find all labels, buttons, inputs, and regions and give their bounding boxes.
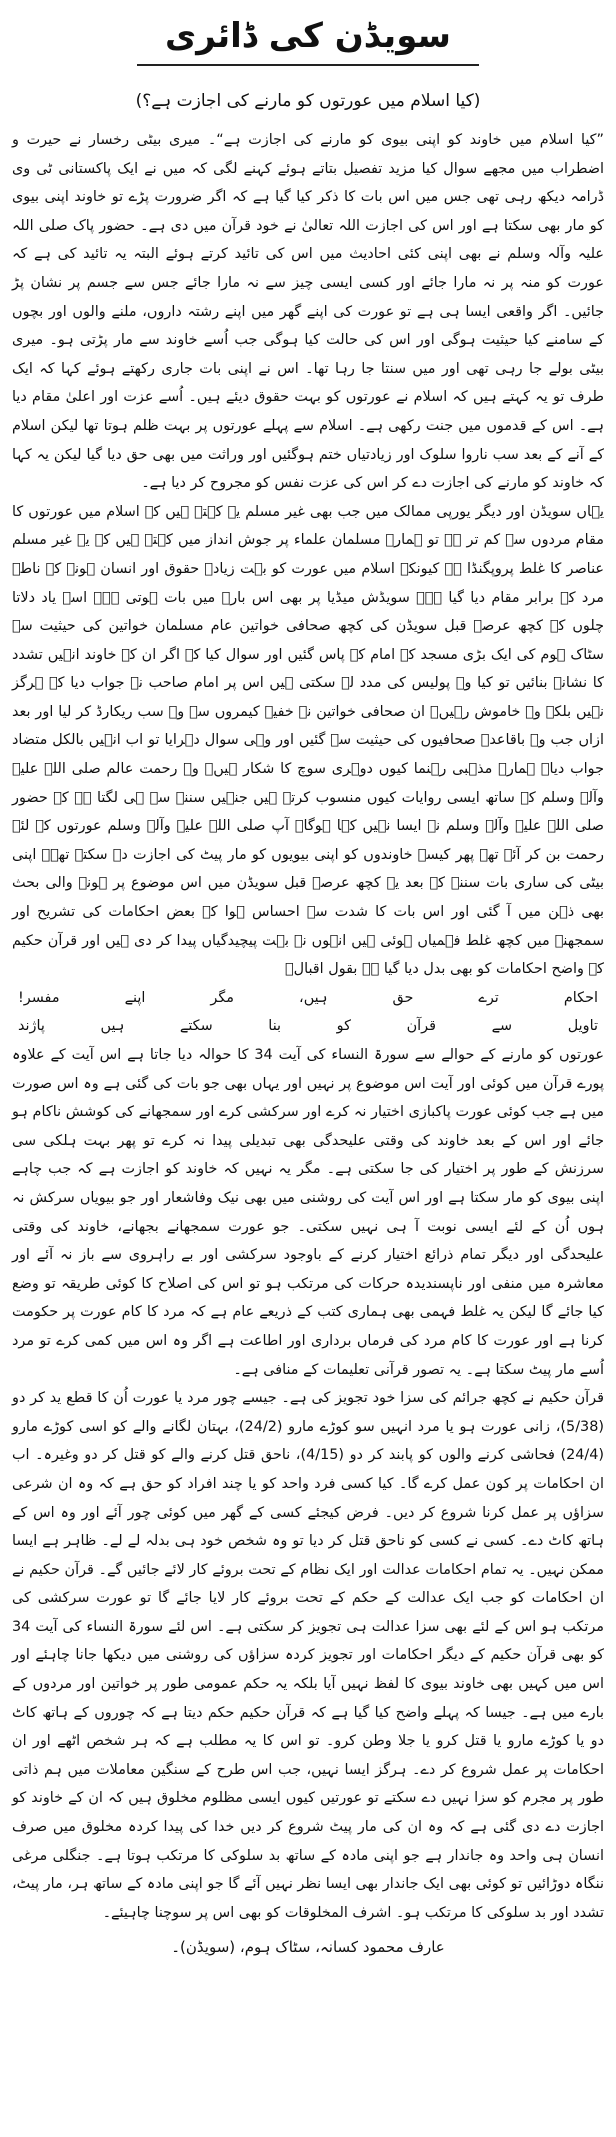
paragraph: قرآن حکیم نے کچھ جرائم کی سزا خود تجویز کی ہے۔ جیسے چور مرد یا عورت اُن کا قطع ید کر دو (5/38)، زانی عورت ہو یا مرد انہیں سو کوڑے مارو (24/2)، بہتان لگانے والے کو اسی کوڑے مارو (24/4) فحاشی کرنے والوں کو پابند کر دو (4/15)، ناحق قتل کرنے والے کو قتل کر دو وغیرہ۔ اب ان احکامات پر کون عمل کرے گا۔ کیا کسی فرد واحد کو یا چند افراد کو حق ہے کہ وہ ان شرعی سزاؤں پر عمل کرنا شروع کر دیں۔ فرض کیجئے کسی کے گھر میں کوئی چور آئے اور وہ اس کے ہاتھ کاٹ دے۔ کسی نے کسی کو ناحق قتل کر دیا تو وہ شخص خود ہی بدلہ لے لے۔ ظاہر ہے ایسا ممکن نہیں۔ یہ تمام احکامات عدالت اور ایک نظام کے تحت بروئے کار لائے جائیں گے۔ قرآن حکیم نے ان احکامات کو جب ایک عدالت کے حکم کے تحت بروئے کار لایا جائے گا تو عورت سرکشی کی مرتکب ہو اس کے لئے بھی سزا عدالت ہی تجویز کر سکتی ہے۔ اس لئے سورۃ النساء کی آیت 34 کو بھی قرآن حکیم کے دیگر احکامات اور تجویز کردہ سزاؤں کی روشنی میں دیکھا جانا چاہئے اور اس میں کہیں بھی خاوند بیوی کا لفظ نہیں آیا بلکہ یہ حکم عمومی طور پر خواتین اور مردوں کے بارے میں ہے۔ جیسا کہ پہلے واضح کیا گیا ہے کہ قرآن حکیم حکم دیتا ہے کہ چوروں کے ہاتھ کاٹ دو یا کوڑے مارو یا قتل کرو یا جلا وطن کرو۔ تو اس کا یہ مطلب ہے کہ ہر شخص اٹھے اور ان احکامات پر عمل شروع کر دے۔ ہرگز ایسا نہیں، جب اس طرح کے سنگین معاملات میں ہم ذاتی طور پر مجرم کو سزا نہیں دے سکتے تو عورتیں کیوں ایسی مظلوم مخلوق ہیں کہ ان کے خاوند کو اجازت دے دی گئی ہے کہ وہ ان کی مار پیٹ شروع کر دیں خدا کی پیدا کردہ مخلوق میں صرف انسان ہی واحد وہ جاندار ہے جو اپنی مادہ کے ساتھ بد سلوکی کا مرتکب ہوتا ہے۔ جنگلی مرغی ننگاہ دوڑائیں تو کوئی بھی ایک جاندار بھی ایسا نظر نہیں آئے گا جو اپنی مادہ کے ساتھ ہر، مار پیٹ، تشدد اور بد سلوکی کا مرتکب ہو۔ اشرف المخلوقات کو بھی اس پر سوچنا چاہیئے۔ [12, 1390, 605, 1921]
column-title: سویڈن کی ڈائری [137, 10, 479, 66]
article-body-continued [12, 1041, 604, 1927]
paragraph: یہاں سویڈن اور دیگر یورپی ممالک میں جب بھی غیر مسلم یہ کہتے ہیں کہ اسلام میں عورتوں کا مقام مردوں سے کم تر ہے تو ہمارے مسلمان علماء پر جوش انداز میں کہتے ہیں کہ یہ غیر مسلم عناصر کا غلط پروپگنڈا ہے کیونکہ اسلام میں عورت کو بہت زیادہ حقوق اور انسان ہونے کے ناطے مرد کے برابر مقام دیا گیا ہے۔ سویڈش میڈیا پر بھی اس بارے میں بات ہوتی ہے۔ اسے یاد دلاتا چلوں کہ کچھ عرصہ قبل سویڈن کی کچھ صحافی خواتین عام مسلمان خواتین کی حیثیت سے سٹاک ہوم کی ایک بڑی مسجد کے امام کے پاس گئیں اور سوال کیا کہ اگر ان کے خاوند انہیں تشدد کا نشانہ بنائیں تو کیا وہ پولیس کی مدد لے سکتی ہیں اس پر امام صاحب نے جواب دیا کہ ہرگز نہیں بلکہ وہ خاموش رہیں۔ ان صحافی خواتین نے خفیہ کیمروں سے وہ سب ریکارڈ کر لیا اور بعد ازاں جب وہ باقاعدہ صحافیوں کی حیثیت سے گئیں اور وہی سوال دہرایا تو اب انہیں بالکل متضاد جواب دیا۔ ہمارے مذہبی رہنما کیوں دوہری سوچ کا شکار ہیں۔ وہ رحمت عالم صلی اللہ علیہ وآلہ وسلم کے ساتھ ایسی روایات کیوں منسوب کرتے ہیں جنہیں سننے سے ہی لگتا ہے کہ حضور صلی اللہ علیہ وآلہ وسلم نے ایسا نہیں کہا ہوگا۔ آپ صلی اللہ علیہ وآلہ وسلم عورتوں کے لئے رحمت بن کر آئے تھے پھر کیسے خاوندوں کو اپنی بیویوں کو مار پیٹ کی اجازت دے سکتے تھے۔ اپنی بیٹی کی ساری بات سننے کے بعد یہ کچھ عرصہ قبل سویڈن میں اس موضوع پر ہونے والی بحث بھی ذہن میں آ گئی اور اس بات کا شدت سے احساس ہوا کہ بعض احکامات کی تشریح اور سمجھنے میں کچھ غلط فہمیاں ہوئی ہیں انہوں نے بہت پیچیدگیاں پیدا کر دی ہیں اور قرآن حکیم کے واضح احکامات کو بھی بدل دیا گیا ہے بقول اقبالؒ [12, 503, 604, 978]
paragraph: ”کیا اسلام میں خاوند کو اپنی بیوی کو مارنے کی اجازت ہے“۔ میری بیٹی رخسار نے حیرت و اضطراب میں مجھے سوال کیا مزید تفصیل بتاتے ہوئے کہنے لگی کہ میں نے ایک پاکستانی ٹی وی ڈرامہ دیکھ رہی تھی جس میں اس بات کا ذکر کیا گیا ہے کہ اگر ضرورت پڑے تو خاوند اپنی بیوی کو مار بھی سکتا ہے اور اس کی اجازت اللہ تعالیٰ نے خود قرآن میں دی ہے۔ حضور پاک صلی اللہ علیہ وآلہ وسلم نے بھی اپنی کئی احادیث میں اس کی تائید کرتے ہوئے البتہ یہ تائید کی ہے کہ عورت کو منہ پر نہ مارا جائے اور کسی ایسی چیز سے نہ مارا جائے جس سے جسم پر نشان پڑ جائیں۔ اگر واقعی ایسا ہی ہے تو عورت کی اپنے گھر میں اپنے رشتہ داروں، ملنے والوں اور بچوں کے سامنے کیا حیثیت ہوگی اور اس کی حالت کیا ہوگی جب اُسے خاوند سے مار پڑتی ہو۔ میری بیٹی بولے جا رہی تھی اور میں سنتا جا رہا تھا۔ اس نے اپنی بات جاری رکھتے ہوئے کہا کہ ایک طرف تو یہ کہتے ہیں کہ اسلام نے عورتوں کو بہت حقوق دیئے ہیں۔ اُسے عزت اور اعلیٰ مقام دیا ہے۔ اس کے قدموں میں جنت رکھی ہے۔ اسلام سے پہلے عورتوں پر بہت ظلم ہوتا تھا لیکن اسلام کے آنے کے بعد سب ناروا سلوک اور زیادتیاں ختم ہوگئیں اور وراثت میں بھی حق دیا گیا لیکن یہ کہا کہ خاوند کو مارنے کی اجازت دے کر اس کی عزت نفس کو مجروح کر دیا ہے۔ [12, 132, 604, 492]
paragraph: عورتوں کو مارنے کے حوالے سے سورۃ النساء کی آیت 34 کا حوالہ دیا جاتا ہے اس آیت کے علاوہ پورے قرآن میں کوئی اور آیت اس موضوع پر نہیں اور یہاں بھی جو بات کی گئی ہے وہ اس صورت میں ہے جب کوئی عورت پاکبازی اختیار نہ کرے اور سرکشی کرے اور سمجھانے کی کوشش ناکام ہو جائے اور اس کے بعد خاوند کی وقتی علیحدگی بھی تبدیلی پیدا نہ کرے تو پھر بہت ہلکی سی سرزنش کے طور پر اختیار کی جا سکتی ہے۔ مگر یہ نہیں کہ خاوند کو اجازت ہے کہ جب چاہے اپنی بیوی کو مار سکتا ہے اور اس آیت کی روشنی میں بھی نیک وفاشعار اور جو بیویاں سرکش نہ ہوں اُن کے لئے ایسی نوبت آ ہی نہیں سکتی۔ جو عورت سمجھانے بجھانے، خاوند کی وقتی علیحدگی اور دیگر تمام ذرائع اختیار کرنے کے باوجود سرکشی اور بے راہروی سے باز نہ آئے اور معاشرہ میں منفی اور ناپسندیدہ حرکات کی مرتکب ہو تو اس کی اصلاح کا کوئی طریقہ تو وضع کیا جائے گا لیکن یہ غلط فہمی بھی ہماری کتب کے ذریعے عام ہے کہ مرد کا کام عورت پر حکومت کرنا ہے اور عورت کا کام مرد کی فرماں برداری اور اطاعت ہے اگر وہ اس میں کمی کرے تو مرد اُسے مار پیٹ سکتا ہے۔ یہ تصور قرآنی تعلیمات کے منافی ہے۔ [12, 1047, 604, 1378]
verse-line: احکام ترے حق ہیں، مگر اپنے مفسر! [18, 989, 598, 1006]
author-signature: عارف محمود کسانہ، سٹاک ہوم، (سویڈن)۔ [171, 1938, 445, 1957]
article-subtitle: (کیا اسلام میں عورتوں کو مارنے کی اجازت ہے؟) [135, 91, 481, 111]
header [12, 10, 604, 66]
article-body [12, 126, 604, 984]
verse-line: تاویل سے قرآن کو بنا سکتے ہیں پاژند [18, 1018, 598, 1035]
verse-block [12, 984, 604, 1041]
